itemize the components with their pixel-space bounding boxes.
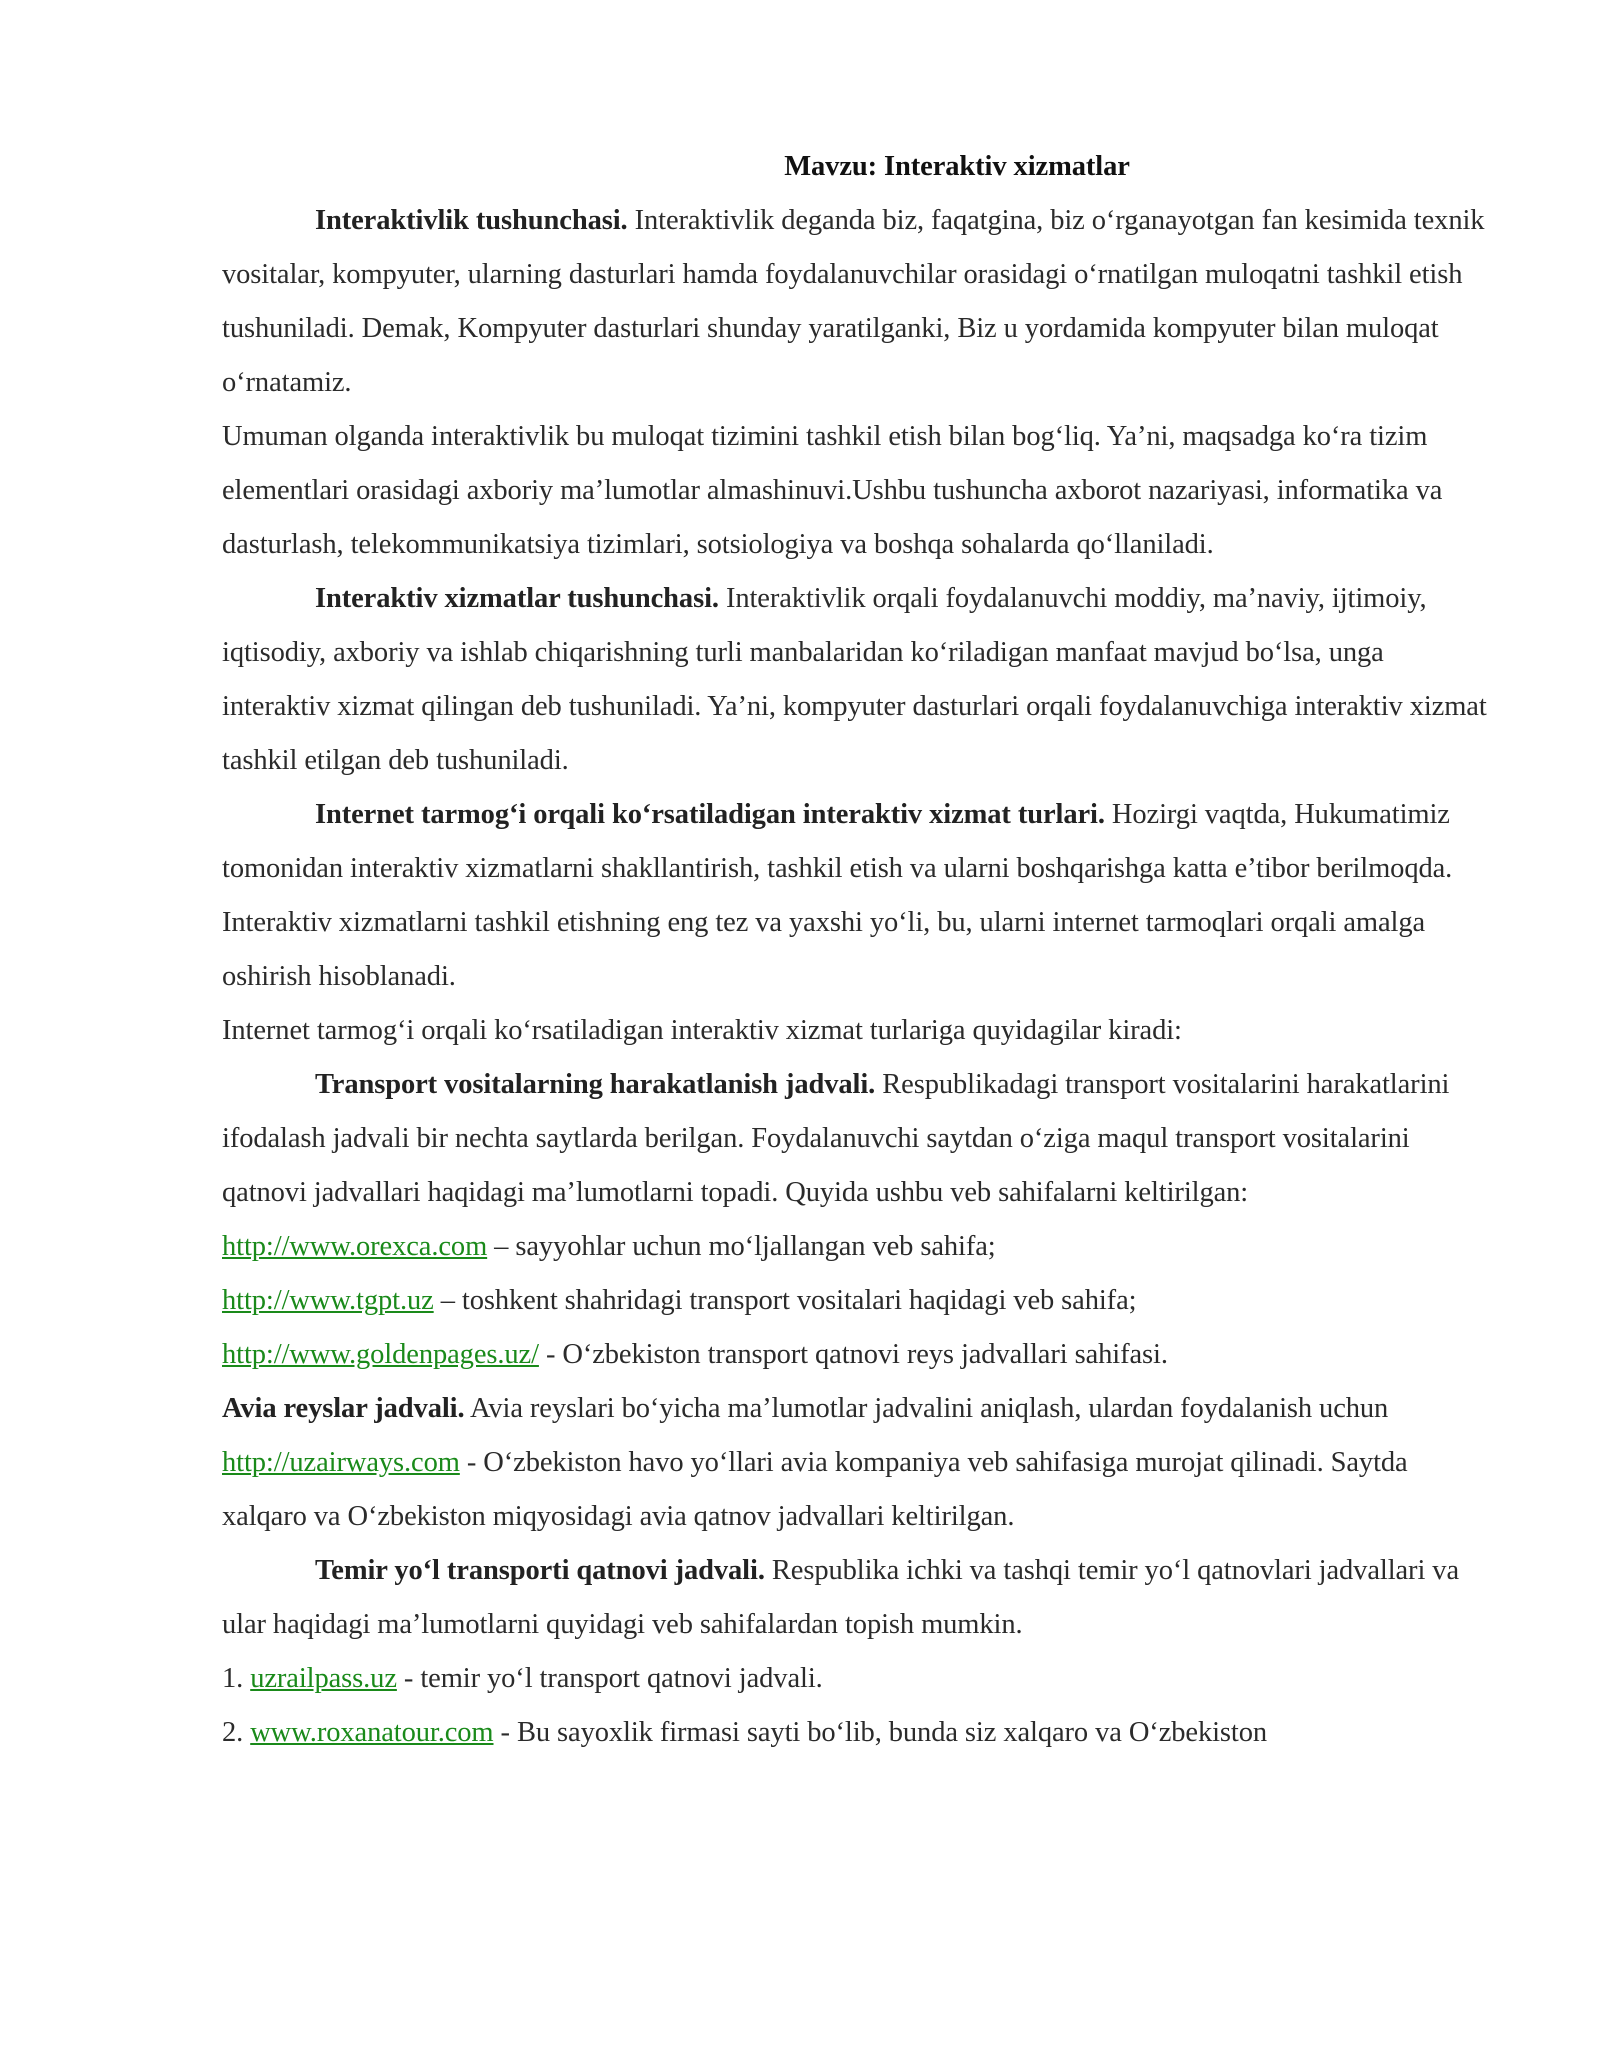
section-heading: Transport vositalarning harakatlanish jadvali. xyxy=(315,1069,876,1100)
section-heading: Temir yo‘l transporti qatnovi jadvali. xyxy=(315,1555,765,1586)
paragraph-interactivity-concept xyxy=(222,194,1492,410)
page-title: Mavzu: Interaktiv xizmatlar xyxy=(784,151,1130,182)
link-line xyxy=(222,1220,1492,1274)
paragraph-text: Interaktivlik deganda biz, faqatgina, biz o‘rganayotgan fan kesimida texnik vositalar, kompyuter, ularning dasturlari hamda foydalanuvchilar orasidagi o‘rnatilgan muloqatni tashkil etish tushuniladi. Demak, Kompyuter dasturlari shunday yaratilganki, Biz u yordamida kompyuter bilan muloqat o‘rnatamiz. xyxy=(222,205,1485,398)
paragraph-text: Respublika ichki va tashqi temir yo‘l qatnovlari jadvallari va ular haqidagi ma’lumotlarni quyidagi veb sahifalardan topish mumkin. xyxy=(222,1555,1459,1640)
list-item xyxy=(222,1706,1492,1760)
link-uzairways[interactable]: http://uzairways.com xyxy=(222,1447,460,1478)
list-item-text: - temir yo‘l transport qatnovi jadvali. xyxy=(396,1663,823,1694)
paragraph-transport-schedule xyxy=(222,1058,1492,1220)
paragraph-interactive-services-concept xyxy=(222,572,1492,788)
list-item-text: - Bu sayoxlik firmasi sayti bo‘lib, bunda siz xalqaro va O‘zbekiston xyxy=(493,1717,1268,1748)
paragraph-internet-service-types xyxy=(222,788,1492,1004)
link-description: – sayyohlar uchun mo‘ljallangan veb sahifa; xyxy=(487,1231,996,1262)
list-number: 1. xyxy=(222,1663,251,1694)
link-roxanatour[interactable]: www.roxanatour.com xyxy=(250,1717,494,1748)
paragraph-text: Respublikadagi transport vositalarini harakatlarini ifodalash jadvali bir nechta saytlarda berilgan. Foydalanuvchi saytdan o‘ziga maqul transport vositalarini qatnovi jadvallari haqidagi ma’lumotlarni topadi. Quyida ushbu veb sahifalarni keltirilgan: xyxy=(222,1069,1450,1208)
paragraph-service-types-intro: Internet tarmog‘i orqali ko‘rsatiladigan interaktiv xizmat turlariga quyidagilar kiradi: xyxy=(222,1015,1182,1046)
link-line xyxy=(222,1328,1492,1382)
paragraph-text: Avia reyslari bo‘yicha ma’lumotlar jadvalini aniqlash, ulardan foydalanish uchun xyxy=(464,1393,1389,1424)
section-heading: Interaktiv xizmatlar tushunchasi. xyxy=(315,583,719,614)
link-tgpt[interactable]: http://www.tgpt.uz xyxy=(222,1285,434,1316)
link-line xyxy=(222,1274,1492,1328)
link-description: – toshkent shahridagi transport vositalari haqidagi veb sahifa; xyxy=(433,1285,1137,1316)
section-heading: Interaktivlik tushunchasi. xyxy=(315,205,628,236)
link-description: - O‘zbekiston transport qatnovi reys jadvallari sahifasi. xyxy=(538,1339,1168,1370)
paragraph-text: - O‘zbekiston havo yo‘llari avia kompaniya veb sahifasiga murojat qilinadi. Saytda xalqaro va O‘zbekiston miqyosidagi avia qatnov jadvallari keltirilgan. xyxy=(222,1447,1408,1532)
link-uzrailpass[interactable]: uzrailpass.uz xyxy=(250,1663,397,1694)
link-goldenpages[interactable]: http://www.goldenpages.uz/ xyxy=(222,1339,539,1370)
paragraph-text: Hozirgi vaqtda, Hukumatimiz tomonidan interaktiv xizmatlarni shakllantirish, tashkil etish va ularni boshqarishga katta e’tibor berilmoqda. Interaktiv xizmatlarni tashkil etishning eng tez va yaxshi yo‘li, bu, ularni internet tarmoqlari orqali amalga oshirish hisoblanadi. xyxy=(222,799,1453,992)
paragraph-rail-schedule xyxy=(222,1544,1492,1652)
paragraph-text: Interaktivlik orqali foydalanuvchi moddiy, ma’naviy, ijtimoiy, iqtisodiy, axboriy va ishlab chiqarishning turli manbalaridan ko‘riladigan manfaat mavjud bo‘lsa, unga interaktiv xizmat qilingan deb tushuniladi. Ya’ni, kompyuter dasturlari orqali foydalanuvchiga interaktiv xizmat tashkil etilgan deb tushuniladi. xyxy=(222,583,1487,776)
section-heading: Internet tarmog‘i orqali ko‘rsatiladigan interaktiv xizmat turlari. xyxy=(315,799,1105,830)
section-heading: Avia reyslar jadvali. xyxy=(222,1393,465,1424)
paragraph-interactivity-general: Umuman olganda interaktivlik bu muloqat tizimini tashkil etish bilan bog‘liq. Ya’ni, maqsadga ko‘ra tizim elementlari orasidagi axboriy ma’lumotlar almashinuvi.Ushbu tushuncha axborot nazariyasi, informatika va dasturlash, telekommunikatsiya tizimlari, sotsiologiya va boshqa sohalarda qo‘llaniladi. xyxy=(222,421,1443,560)
list-number: 2. xyxy=(222,1717,251,1748)
document-body xyxy=(222,140,1492,1760)
paragraph-avia-schedule xyxy=(222,1382,1492,1544)
list-item xyxy=(222,1652,1492,1706)
link-orexca[interactable]: http://www.orexca.com xyxy=(222,1231,488,1262)
